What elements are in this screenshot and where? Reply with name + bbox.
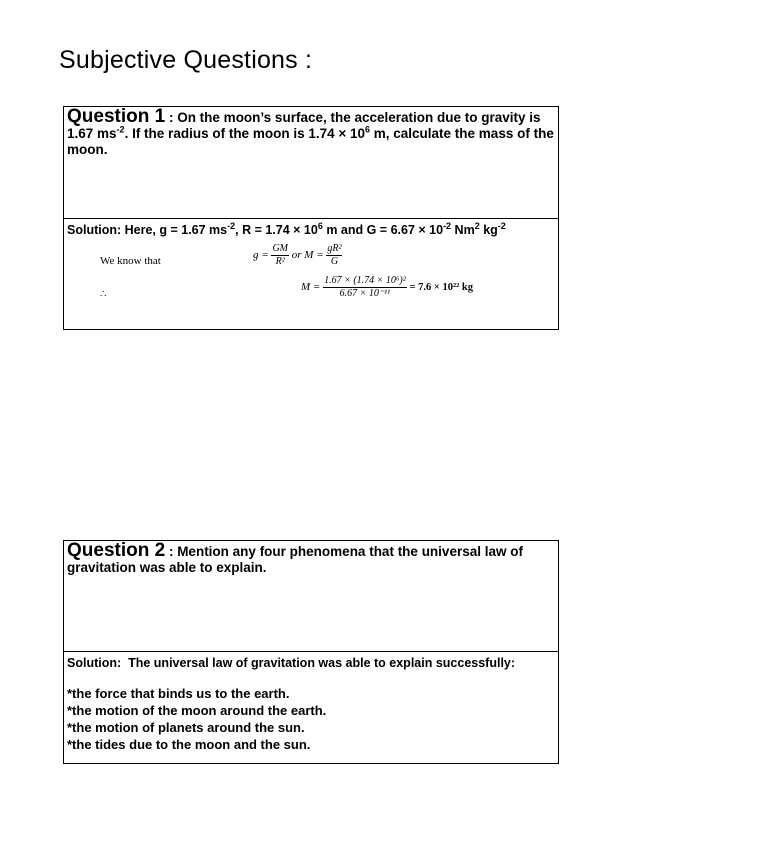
question-1-text-part: On the moon’s surface, the acceleration due to gravity is 1.67 ms — [67, 110, 541, 141]
solution-1-exponent: 2 — [474, 220, 480, 231]
solution-2-label: Solution: — [67, 656, 122, 670]
mass-calculation — [301, 275, 473, 300]
solution-2 — [64, 652, 558, 763]
solution-1-text-part: , R = 1.74 × 10 — [235, 223, 318, 237]
question-1-box — [63, 106, 559, 330]
solution-1-given — [67, 222, 555, 238]
list-item: *the motion of planets around the sun. — [67, 720, 305, 735]
fraction-numerator: GM — [272, 243, 288, 254]
formula-m: M = — [301, 281, 321, 294]
gravity-formula — [253, 243, 342, 268]
question-1-separator: : — [165, 110, 178, 125]
fraction-denominator: G — [330, 256, 339, 267]
solution-2-list — [67, 685, 555, 753]
question-1-text — [64, 107, 558, 219]
solution-2-text: The universal law of gravitation was able to explain successfully: — [121, 656, 516, 670]
question-1-exponent: -2 — [116, 124, 125, 135]
question-2-body: Mention any four phenomena that the universal law of gravitation was able to explain. — [67, 544, 523, 575]
solution-1-text-part: m and G = 6.67 × 10 — [322, 223, 444, 237]
fraction-gm-r2 — [271, 243, 289, 268]
question-1-text-part: . If the radius of the moon is 1.74 × 10 — [124, 126, 365, 141]
solution-1-exponent: -2 — [227, 220, 236, 231]
question-1-label: Question 1 — [67, 106, 166, 127]
list-item: *the force that binds us to the earth. — [67, 686, 290, 701]
formula-or: or M = — [289, 249, 327, 262]
solution-1-exponent: 6 — [317, 220, 323, 231]
question-2-box — [63, 540, 559, 764]
formula-g: g = — [253, 249, 269, 262]
solution-1-exponent: -2 — [497, 220, 506, 231]
solution-1-label: Solution: — [67, 223, 122, 237]
fraction-numerator: gR² — [327, 243, 342, 254]
question-2-separator: : — [165, 544, 178, 559]
solution-1-exponent: -2 — [443, 220, 452, 231]
fraction-gr2-g — [326, 243, 342, 268]
solution-1-text-part: kg — [479, 223, 498, 237]
question-2-label: Question 2 — [67, 540, 166, 561]
fraction-denominator: R² — [275, 256, 285, 267]
solution-1-text-part: Here, g = 1.67 ms — [121, 223, 228, 237]
solution-1-text-part: Nm — [451, 223, 475, 237]
therefore-symbol: ∴ — [100, 289, 107, 300]
fraction-mass-values — [323, 275, 407, 300]
question-2-text — [64, 541, 558, 652]
list-item: *the motion of the moon around the earth. — [67, 703, 327, 718]
we-know-that-text: We know that — [100, 255, 161, 267]
question-1-text-part: m, calculate the mass of the moon. — [67, 126, 554, 157]
solution-2-intro — [67, 655, 555, 671]
fraction-numerator: 1.67 × (1.74 × 10⁶)² — [324, 275, 406, 286]
question-1-exponent: 6 — [365, 124, 371, 135]
page-title: Subjective Questions : — [59, 46, 313, 74]
fraction-denominator: 6.67 × 10⁻¹¹ — [339, 288, 391, 299]
solution-1-math — [96, 241, 516, 311]
mass-result: = 7.6 × 10²² kg — [409, 282, 473, 294]
list-item: *the tides due to the moon and the sun. — [67, 737, 311, 752]
solution-1 — [64, 219, 558, 329]
